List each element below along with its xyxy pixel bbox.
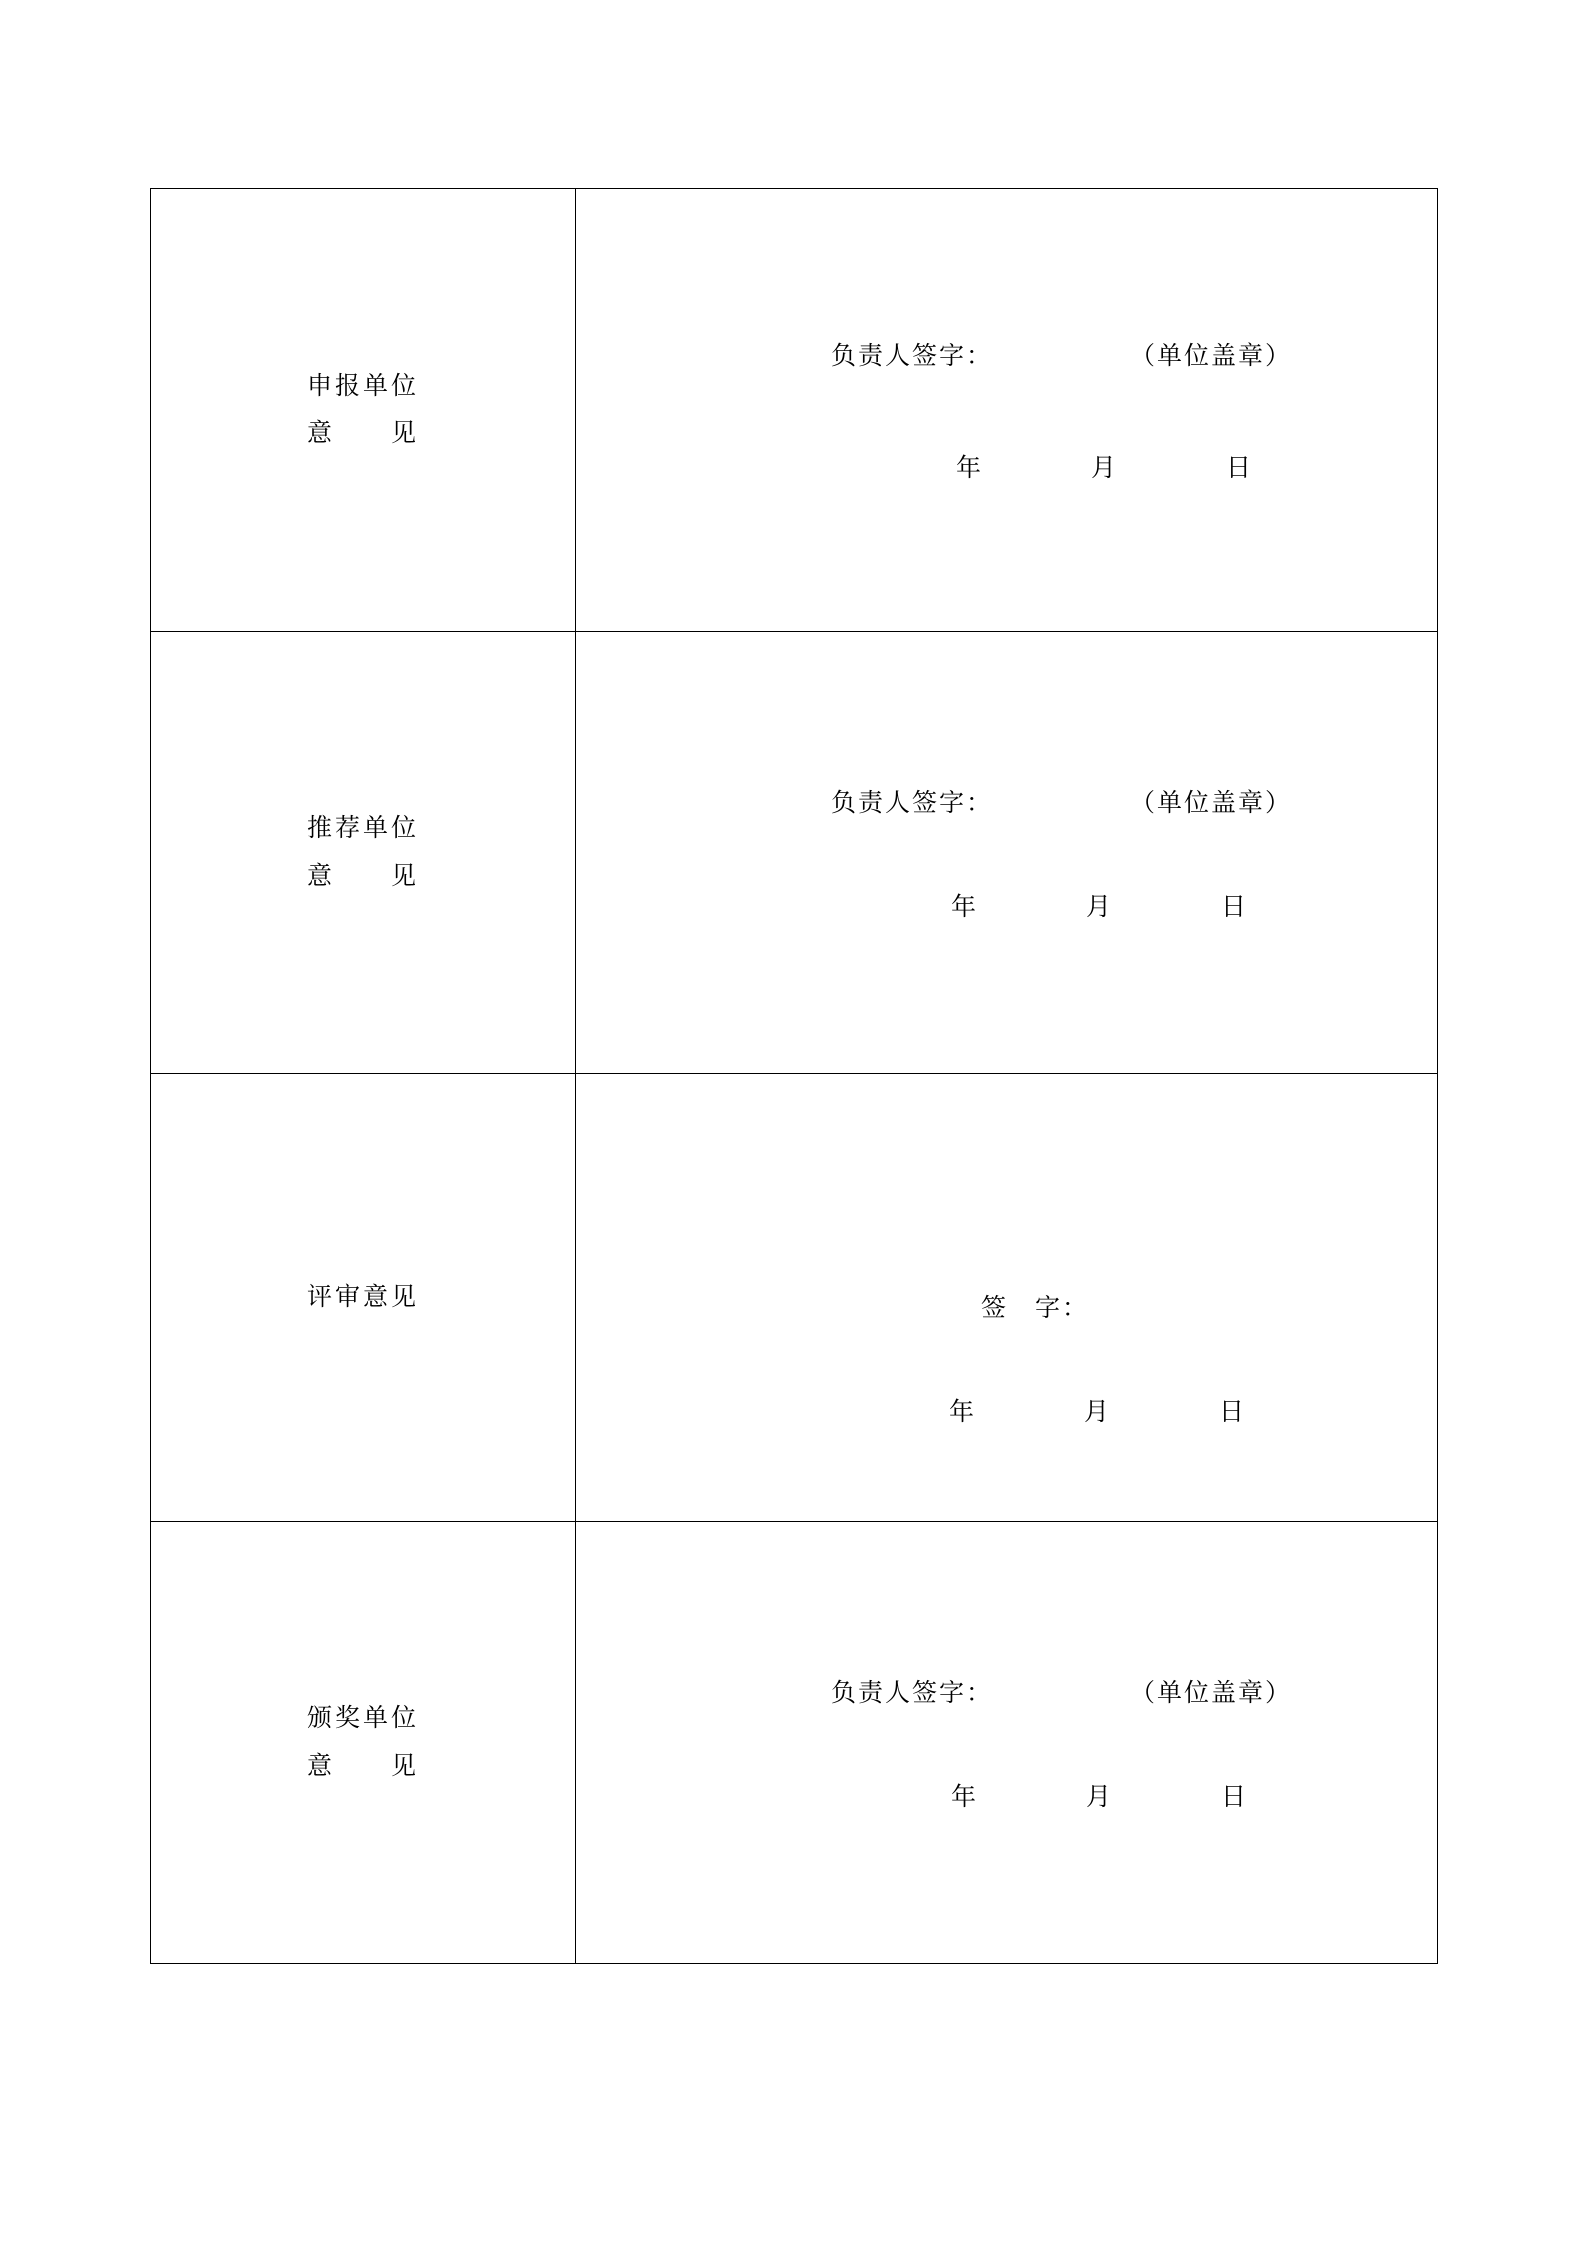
section-body-recommending-unit[interactable] <box>576 632 1438 1074</box>
signature-line: 签 字： <box>981 1294 1090 1322</box>
section-body-review-opinion[interactable] <box>576 1074 1438 1522</box>
table-row <box>151 1074 1438 1522</box>
signature-line: 负责人签字： （单位盖章） <box>831 789 1293 817</box>
table-row <box>151 189 1438 632</box>
section-label-line1: 推荐单位 <box>306 815 419 842</box>
signature-line: 负责人签字： （单位盖章） <box>831 1679 1293 1707</box>
section-body-awarding-unit[interactable] <box>576 1522 1438 1964</box>
date-line: 年 月 日 <box>951 893 1249 921</box>
table-row <box>151 1522 1438 1964</box>
section-label-declaring-unit <box>151 189 576 632</box>
approval-opinions-table <box>150 188 1438 1964</box>
section-label-line2: 意 见 <box>306 862 419 890</box>
table-row <box>151 632 1438 1074</box>
section-label-recommending-unit <box>151 632 576 1074</box>
signature-line: 负责人签字： （单位盖章） <box>831 343 1293 370</box>
section-label-line2: 意 见 <box>306 420 419 447</box>
date-line: 年 月 日 <box>951 1783 1249 1811</box>
section-label-awarding-unit <box>151 1522 576 1964</box>
section-label-line1: 颁奖单位 <box>306 1705 419 1732</box>
section-body-declaring-unit[interactable] <box>576 189 1438 632</box>
date-line: 年 月 日 <box>949 1398 1247 1426</box>
date-line: 年 月 日 <box>956 455 1254 482</box>
section-label-line1: 申报单位 <box>306 372 419 400</box>
section-label-line2: 意 见 <box>306 1752 419 1780</box>
section-label-review-opinion <box>151 1074 576 1522</box>
section-label-line1: 评审意见 <box>306 1283 419 1311</box>
